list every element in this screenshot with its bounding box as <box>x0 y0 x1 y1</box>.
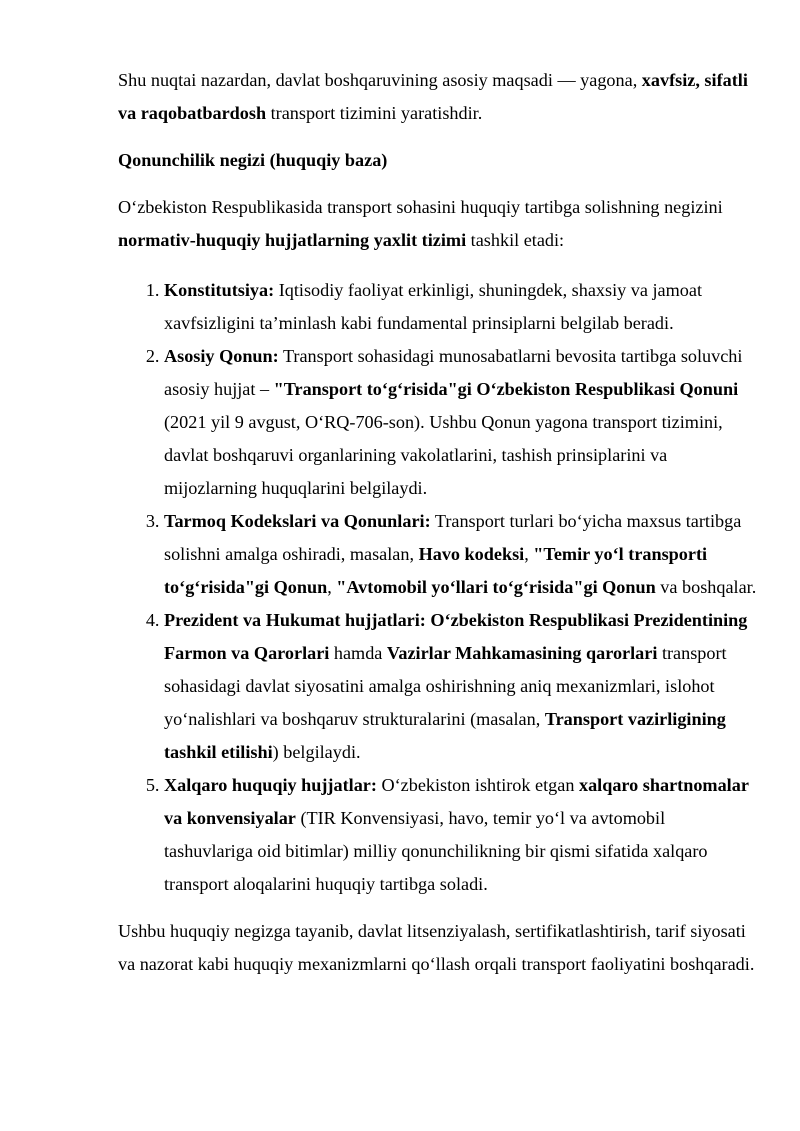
item-text: hamda <box>329 643 387 663</box>
item-ministry: Transport vazirligining tashkil etilishi <box>164 709 726 762</box>
item-term: Prezident va Hukumat hujjatlari: O‘zbekiston Respublikasi Prezidentining Farmon va Qarorlari <box>164 610 748 663</box>
intro-bold: xavfsiz, sifatli va raqobatbardosh <box>118 70 748 123</box>
item-term: Konstitutsiya: <box>164 280 275 300</box>
lead-paragraph <box>118 191 758 257</box>
item-term: Asosiy Qonun: <box>164 346 279 366</box>
item-cabinet-decisions: Vazirlar Mahkamasining qarorlari <box>386 643 658 663</box>
item-separator: , <box>524 544 534 564</box>
item-text: (TIR Konvensiyasi, havo, temir yo‘l va avtomobil tashuvlariga oid bitimlar) milliy qonunchilikning bir qismi sifatida xalqaro transport aloqalarini huquqiy tartibga soladi. <box>164 808 708 894</box>
document-page <box>118 64 758 981</box>
list-item-international <box>164 769 758 901</box>
list-item-main-law <box>164 340 758 505</box>
lead-bold: normativ-huquqiy hujjatlarning yaxlit tizimi <box>118 230 467 250</box>
item-roads-law: "Avtomobil yo‘llari to‘g‘risida"gi Qonun <box>336 577 656 597</box>
item-text: transport sohasidagi davlat siyosatini amalga oshirishning aniq mexanizmlari, islohot yo‘nalishlari va boshqaruv strukturalarini (masalan, <box>164 643 727 729</box>
legal-basis-list <box>118 274 758 901</box>
item-text: (2021 yil 9 avgust, O‘RQ-706-son). Ushbu Qonun yagona transport tizimini, davlat boshqaruvi organlarining vakolatlarini, tashish prinsiplarini va mijozlarning huquqlarini belgilaydi. <box>164 412 723 498</box>
item-text: va boshqalar. <box>655 577 757 597</box>
item-term: Tarmoq Kodekslari va Qonunlari: <box>164 511 431 531</box>
list-item-codes <box>164 505 758 604</box>
intro-text: Shu nuqtai nazardan, davlat boshqaruvining asosiy maqsadi — yagona, <box>118 70 642 90</box>
item-rail-law: "Temir yo‘l transporti to‘g‘risida"gi Qonun <box>164 544 708 597</box>
lead-text: O‘zbekiston Respublikasida transport sohasini huquqiy tartibga solishning negizini <box>118 197 723 217</box>
item-text: Transport sohasidagi munosabatlarni bevosita tartibga soluvchi asosiy hujjat – <box>164 346 743 399</box>
intro-text-end: transport tizimini yaratishdir. <box>266 103 483 123</box>
item-law-title: "Transport to‘g‘risida"gi O‘zbekiston Respublikasi Qonuni <box>273 379 739 399</box>
item-separator: , <box>327 577 337 597</box>
item-air-code: Havo kodeksi <box>418 544 525 564</box>
list-item-government-acts <box>164 604 758 769</box>
item-text: O‘zbekiston ishtirok etgan <box>376 775 579 795</box>
item-text: Iqtisodiy faoliyat erkinligi, shuningdek, shaxsiy va jamoat xavfsizligini ta’minlash kabi fundamental prinsiplarni belgilab beradi. <box>164 280 702 333</box>
item-treaties: xalqaro shartnomalar va konvensiyalar <box>164 775 749 828</box>
closing-paragraph: Ushbu huquqiy negizga tayanib, davlat litsenziyalash, sertifikatlashtirish, tarif siyosati va nazorat kabi huquqiy mexanizmlarni qo‘llash orqali transport faoliyatini boshqaradi. <box>118 921 755 974</box>
item-text: ) belgilaydi. <box>272 742 361 762</box>
item-text: Transport turlari bo‘yicha maxsus tartibga solishni amalga oshiradi, masalan, <box>164 511 742 564</box>
lead-text-end: tashkil etadi: <box>466 230 565 250</box>
item-term: Xalqaro huquqiy hujjatlar: <box>164 775 377 795</box>
list-item-constitution <box>164 274 758 340</box>
intro-paragraph <box>118 64 758 130</box>
section-heading: Qonunchilik negizi (huquqiy baza) <box>118 150 388 170</box>
